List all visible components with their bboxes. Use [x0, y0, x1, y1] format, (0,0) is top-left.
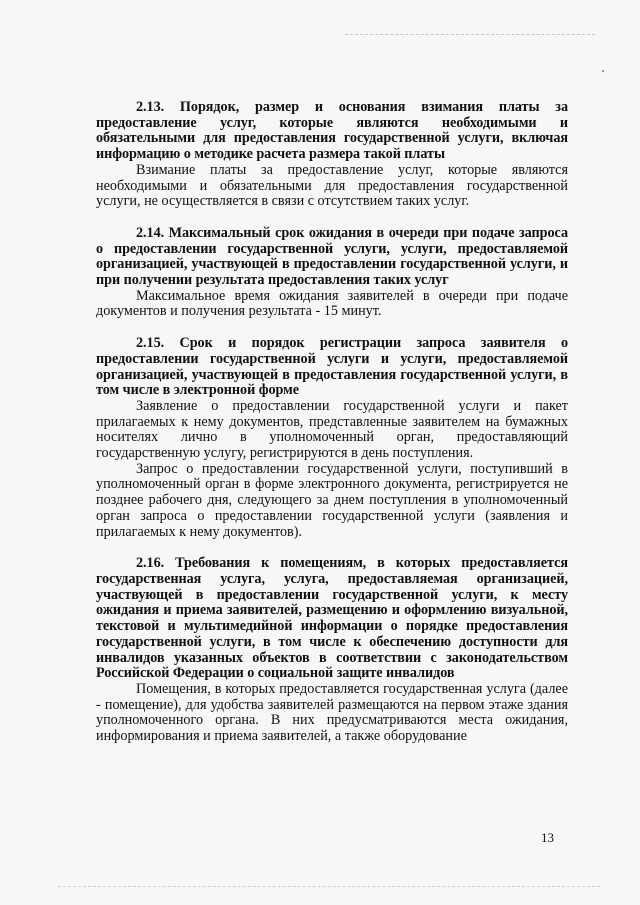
scan-artifact-dot [602, 70, 604, 72]
section-paragraph-2-15-2: Запрос о предоставлении государственной услуги, поступивший в уполномоченный орган в форме электронного документа, регистрируется не позднее рабочего дня, следующего за днем поступления в уполномоченный орган запроса о предоставлении государственной услуги (заявления и прилагаемых к нему документов). [96, 460, 568, 540]
section-paragraph-2-15-1: Заявление о предоставлении государственной услуги и пакет прилагаемых к нему документов, представленные заявителем на бумажных носителях лично в уполномоченный орган, предоставляющий государственную услугу, регистрируются в день поступления. [96, 397, 568, 462]
section-heading-2-16: 2.16. Требования к помещениям, в которых предоставляется государственная услуга, услуга, предоставляемая организацией, участвующей в предоставлении государственной услуги, к месту ожидания и приема заявителей, размещению и оформлению визуальной, текстовой и мультимедийной информации о порядке предоставления государственной услуги, в том числе к обеспечению доступности для инвалидов указанных объектов в соответствии с законодательством Российской Федерации о социальной защите инвалидов [96, 555, 568, 682]
section-2-15 [96, 336, 568, 540]
section-2-13 [96, 100, 568, 210]
document-content [96, 100, 568, 761]
section-heading-2-15: 2.15. Срок и порядок регистрации запроса заявителя о предоставлении государственной услуги и услуги, предоставляемой организацией, участвующей в предоставления государственной услуги, в том числе в электронной форме [96, 335, 568, 399]
section-2-16 [96, 556, 568, 744]
section-paragraph-2-16-1: Помещения, в которых предоставляется государственная услуга (далее - помещение), для удобства заявителей размещаются на первом этаже здания уполномоченного органа. В них предусматриваются места ожидания, информирования и приема заявителей, а также оборудование [96, 680, 568, 745]
page-number: 13 [541, 830, 554, 845]
section-heading-2-13: 2.13. Порядок, размер и основания взимания платы за предоставление услуг, которые являются необходимыми и обязательными для предоставления государственной услуги, включая информацию о методике расчета размера такой платы [96, 99, 568, 163]
scan-artifact-top-line [345, 34, 595, 35]
section-paragraph-2-14-1: Максимальное время ожидания заявителей в очереди при подаче документов и получения результата - 15 минут. [96, 287, 568, 320]
section-2-14 [96, 226, 568, 320]
scan-artifact-bottom-line [58, 886, 600, 887]
section-heading-2-14: 2.14. Максимальный срок ожидания в очереди при подаче запроса о предоставлении государственной услуги, услуги, предоставляемой организацией, участвующей в предоставлении государственной услуги, и при получении результата предоставления таких услуг [96, 224, 568, 289]
section-paragraph-2-13-1: Взимание платы за предоставление услуг, которые являются необходимыми и обязательными для предоставления государственной услуги, не осуществляется в связи с отсутствием таких услуг. [96, 161, 568, 210]
